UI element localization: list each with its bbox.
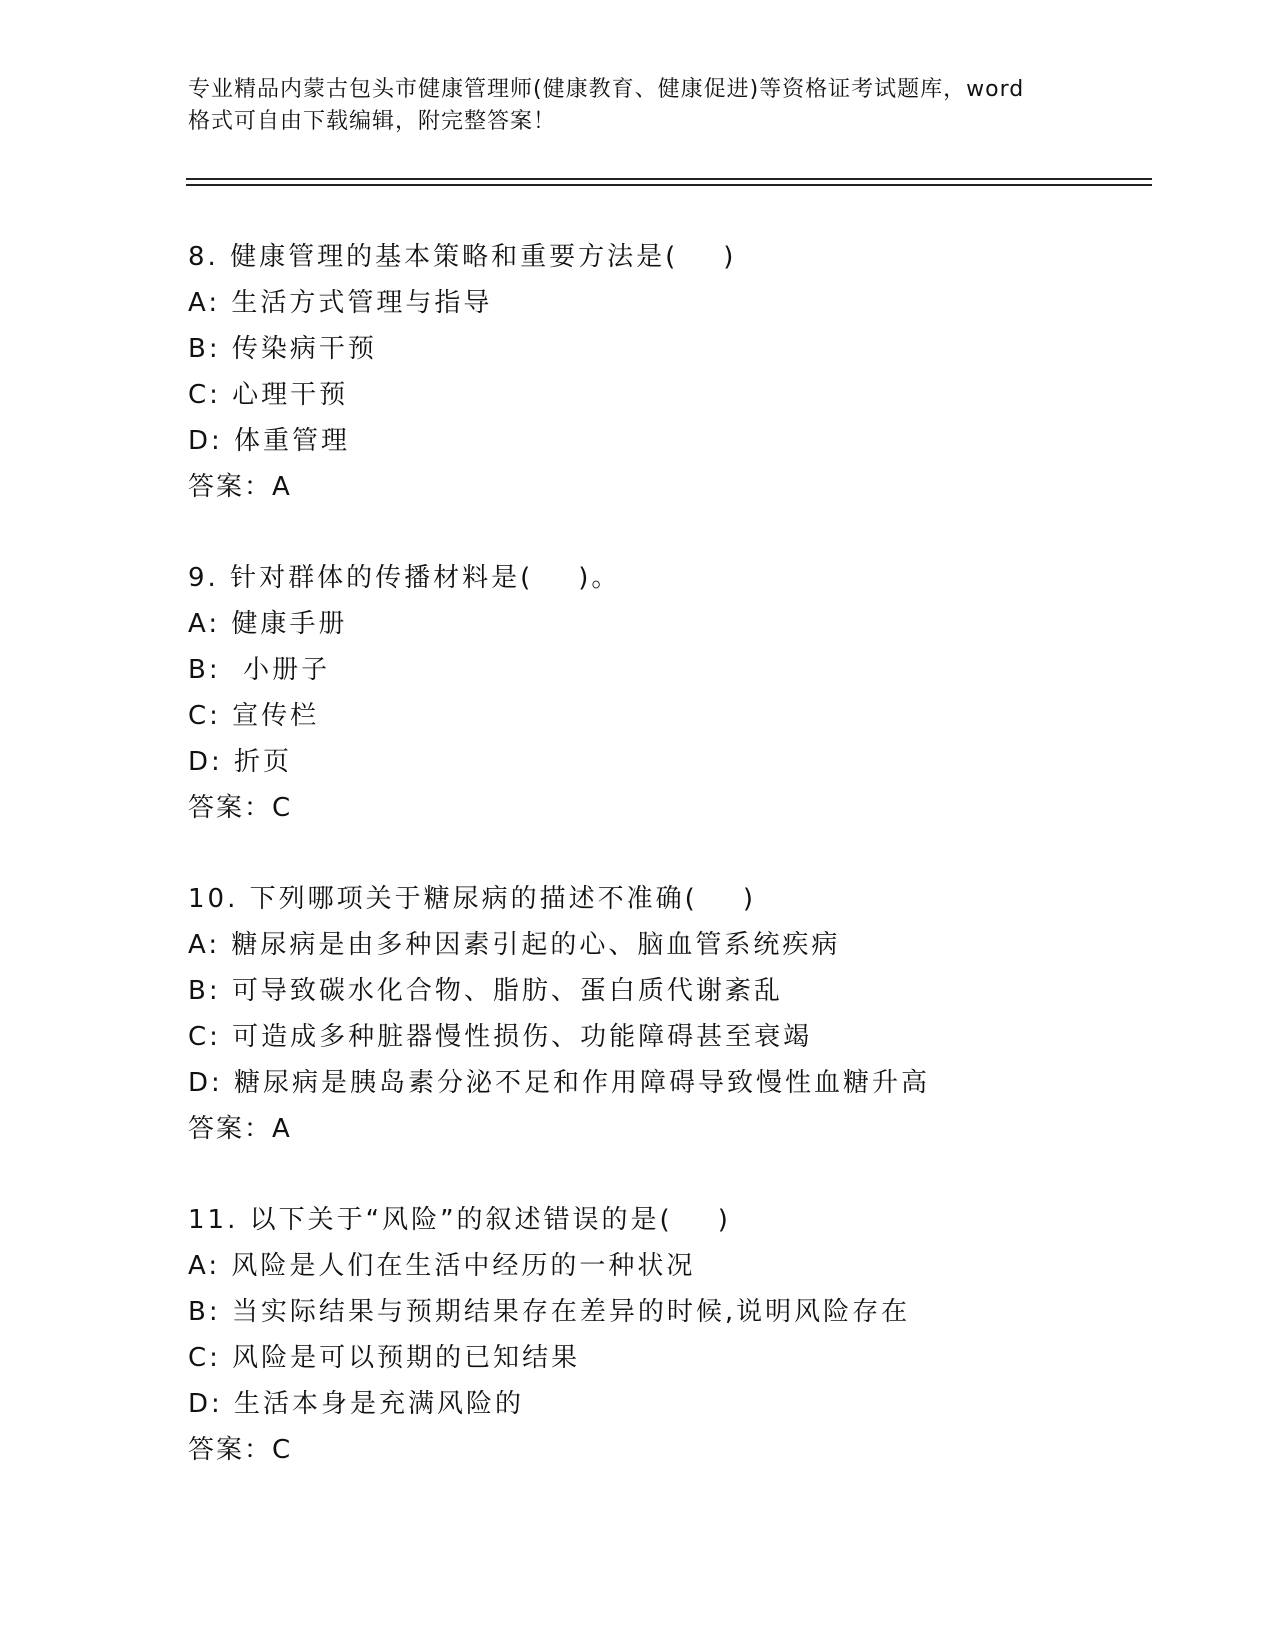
header-divider-top xyxy=(186,178,1152,180)
document-header xyxy=(188,74,1088,138)
option-c: C: 心理干预 xyxy=(188,380,349,410)
option-d: D: 体重管理 xyxy=(188,426,351,456)
question-stem: 8. 健康管理的基本策略和重要方法是( ) xyxy=(188,242,737,272)
option-d: D: 糖尿病是胰岛素分泌不足和作用障碍导致慢性血糖升高 xyxy=(188,1068,931,1098)
question-list xyxy=(188,234,1188,1518)
answer-line: 答案：A xyxy=(188,472,292,502)
header-line-1: 专业精品内蒙古包头市健康管理师(健康教育、健康促进)等资格证考试题库，word xyxy=(188,77,1025,102)
option-a: A: 风险是人们在生活中经历的一种状况 xyxy=(188,1251,696,1281)
question-10 xyxy=(188,876,1188,1152)
option-c: C: 风险是可以预期的已知结果 xyxy=(188,1343,581,1373)
option-d: D: 折页 xyxy=(188,747,293,777)
question-11 xyxy=(188,1197,1188,1473)
question-9 xyxy=(188,555,1188,831)
option-a: A: 生活方式管理与指导 xyxy=(188,288,493,318)
option-b: B: 传染病干预 xyxy=(188,334,377,364)
option-b: B: 可导致碳水化合物、脂肪、蛋白质代谢紊乱 xyxy=(188,976,783,1006)
header-divider-bottom xyxy=(186,184,1152,186)
option-c: C: 宣传栏 xyxy=(188,701,320,731)
question-8 xyxy=(188,234,1188,510)
option-a: A: 糖尿病是由多种因素引起的心、脑血管系统疾病 xyxy=(188,930,841,960)
option-c: C: 可造成多种脏器慢性损伤、功能障碍甚至衰竭 xyxy=(188,1022,813,1052)
answer-line: 答案：A xyxy=(188,1114,292,1144)
header-line-2: 格式可自由下载编辑，附完整答案！ xyxy=(188,109,557,134)
option-d: D: 生活本身是充满风险的 xyxy=(188,1389,525,1419)
answer-line: 答案：C xyxy=(188,793,293,823)
question-stem: 9. 针对群体的传播材料是( )。 xyxy=(188,563,621,593)
question-stem: 11. 以下关于“风险”的叙述错误的是( ) xyxy=(188,1205,731,1235)
option-b: B: 当实际结果与预期结果存在差异的时候,说明风险存在 xyxy=(188,1297,911,1327)
option-a: A: 健康手册 xyxy=(188,609,348,639)
answer-line: 答案：C xyxy=(188,1435,293,1465)
option-b: B: 小册子 xyxy=(188,655,331,685)
question-stem: 10. 下列哪项关于糖尿病的描述不准确( ) xyxy=(188,884,756,914)
